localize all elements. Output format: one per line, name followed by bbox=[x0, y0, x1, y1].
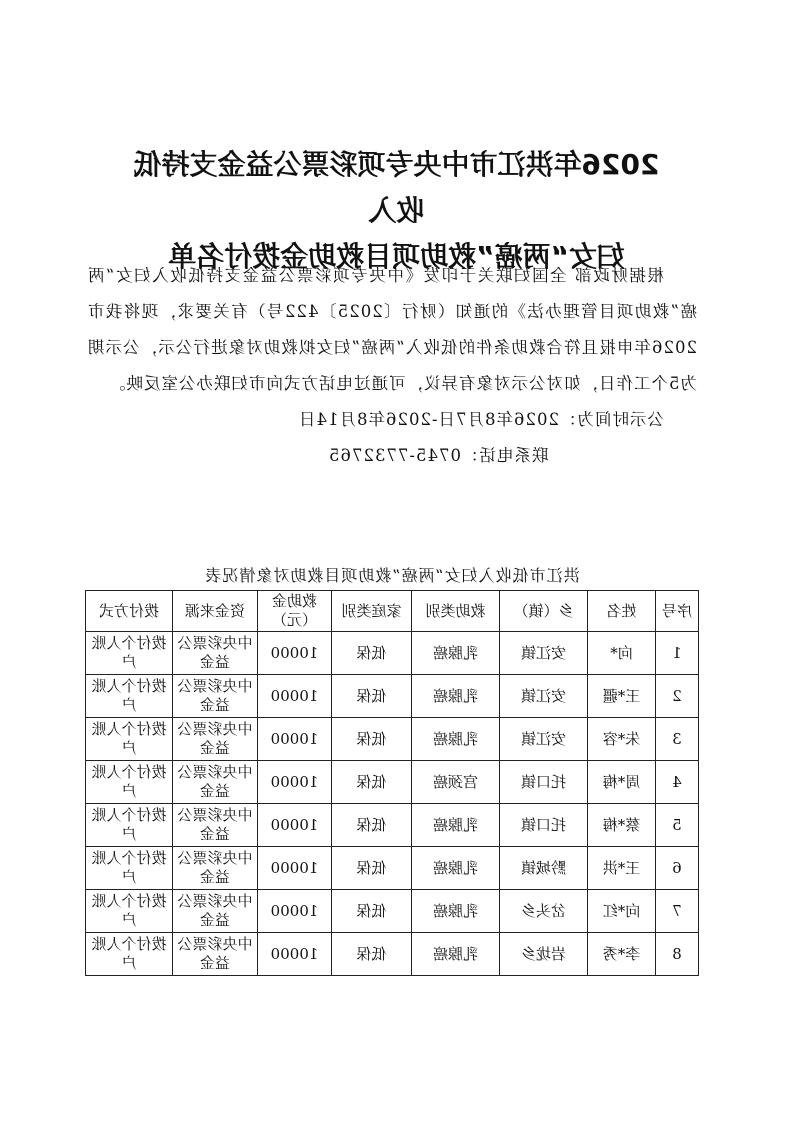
table-cell: 拨付个人账户 bbox=[86, 632, 173, 675]
table-cell: 2 bbox=[656, 675, 699, 718]
header-cell: 资金来源 bbox=[173, 591, 258, 632]
table-cell: 10000 bbox=[258, 632, 332, 675]
table-header-row bbox=[86, 591, 699, 632]
table-cell: 托口镇 bbox=[500, 804, 588, 847]
table-cell: 李*秀 bbox=[588, 933, 656, 976]
table-cell: 低保 bbox=[332, 761, 412, 804]
table-cell: 岩垅乡 bbox=[500, 933, 588, 976]
header-cell: 拨付方式 bbox=[86, 591, 173, 632]
table-cell: 中央彩票公益金 bbox=[173, 847, 258, 890]
header-cell: 家庭类别 bbox=[332, 591, 412, 632]
table-cell: 中央彩票公益金 bbox=[173, 718, 258, 761]
table-row bbox=[86, 675, 699, 718]
table-cell: 乳腺癌 bbox=[412, 847, 500, 890]
title-line-1: 2026年洪江市中央专项彩票公益金支持低收入 bbox=[133, 148, 660, 227]
table-cell: 中央彩票公益金 bbox=[173, 933, 258, 976]
table-cell: 10000 bbox=[258, 847, 332, 890]
table-cell: 岔头乡 bbox=[500, 890, 588, 933]
header-cell: 救助类别 bbox=[412, 591, 500, 632]
table-cell: 1 bbox=[656, 632, 699, 675]
table-cell: 10000 bbox=[258, 804, 332, 847]
table-cell: 低保 bbox=[332, 718, 412, 761]
table-cell: 4 bbox=[656, 761, 699, 804]
table-cell: 低保 bbox=[332, 804, 412, 847]
table-cell: 蔡*梅 bbox=[588, 804, 656, 847]
header-cell: 序号 bbox=[656, 591, 699, 632]
table-cell: 安江镇 bbox=[500, 632, 588, 675]
table-cell: 安江镇 bbox=[500, 718, 588, 761]
table-cell: 低保 bbox=[332, 847, 412, 890]
table-cell: 3 bbox=[656, 718, 699, 761]
table-cell: 向* bbox=[588, 632, 656, 675]
table-cell: 乳腺癌 bbox=[412, 718, 500, 761]
table-cell: 10000 bbox=[258, 718, 332, 761]
table-cell: 拨付个人账户 bbox=[86, 718, 173, 761]
table-cell: 周*梅 bbox=[588, 761, 656, 804]
table-row bbox=[86, 761, 699, 804]
table-cell: 低保 bbox=[332, 675, 412, 718]
table-cell: 低保 bbox=[332, 933, 412, 976]
notice-paragraph: 根据财政部 全国妇联关于印发《中央专项彩票公益金支持低收入妇女“两癌”救助项目管理办法》的通知（财行〔2025〕422号）有关要求，现将我市2026年申报且符合救助条件的低收入“两癌”妇女拟救助对象进行公示，公示期为5个工作日，如对公示对象有异议，可通过电话方式向市妇联办公室反映。 bbox=[87, 266, 697, 393]
table-cell: 10000 bbox=[258, 761, 332, 804]
table-cell: 10000 bbox=[258, 890, 332, 933]
table-cell: 低保 bbox=[332, 632, 412, 675]
table-cell: 低保 bbox=[332, 890, 412, 933]
table-cell: 乳腺癌 bbox=[412, 933, 500, 976]
table-cell: 黔城镇 bbox=[500, 847, 588, 890]
table-row bbox=[86, 804, 699, 847]
table-cell: 7 bbox=[656, 890, 699, 933]
table-row bbox=[86, 933, 699, 976]
table-cell: 中央彩票公益金 bbox=[173, 761, 258, 804]
table-cell: 乳腺癌 bbox=[412, 804, 500, 847]
table-cell: 安江镇 bbox=[500, 675, 588, 718]
table-cell: 中央彩票公益金 bbox=[173, 804, 258, 847]
header-cell: 乡（镇） bbox=[500, 591, 588, 632]
table-cell: 宫颈癌 bbox=[412, 761, 500, 804]
table-cell: 中央彩票公益金 bbox=[173, 632, 258, 675]
table-cell: 托口镇 bbox=[500, 761, 588, 804]
table-cell: 向*红 bbox=[588, 890, 656, 933]
header-cell: 救助金（元） bbox=[258, 591, 332, 632]
table-cell: 拨付个人账户 bbox=[86, 761, 173, 804]
table-cell: 5 bbox=[656, 804, 699, 847]
table-caption: 洪江市低收入妇女“两癌”救助项目救助对象情况表 bbox=[204, 566, 580, 585]
table-cell: 10000 bbox=[258, 933, 332, 976]
header-cell: 姓名 bbox=[588, 591, 656, 632]
table-cell: 王*洪 bbox=[588, 847, 656, 890]
table-cell: 8 bbox=[656, 933, 699, 976]
table-cell: 6 bbox=[656, 847, 699, 890]
table-body bbox=[86, 632, 699, 976]
publicity-time: 公示时间为：2026年8月7日-2026年8月14日 bbox=[297, 410, 664, 429]
table-cell: 朱*容 bbox=[588, 718, 656, 761]
notice-body bbox=[87, 258, 697, 474]
table-row bbox=[86, 718, 699, 761]
table-cell: 中央彩票公益金 bbox=[173, 890, 258, 933]
table-cell: 拨付个人账户 bbox=[86, 847, 173, 890]
table-cell: 拨付个人账户 bbox=[86, 933, 173, 976]
contact-phone: 联系电话：0745-7732765 bbox=[327, 446, 549, 465]
title-line-2: 妇女“两癌”救助项目救助金拨付名单 bbox=[168, 240, 625, 273]
table-cell: 中央彩票公益金 bbox=[173, 675, 258, 718]
aid-recipients-table bbox=[85, 590, 699, 976]
table-cell: 乳腺癌 bbox=[412, 890, 500, 933]
table-cell: 拨付个人账户 bbox=[86, 804, 173, 847]
table-row bbox=[86, 847, 699, 890]
table-row bbox=[86, 632, 699, 675]
table-cell: 10000 bbox=[258, 675, 332, 718]
table-cell: 乳腺癌 bbox=[412, 632, 500, 675]
table-cell: 拨付个人账户 bbox=[86, 890, 173, 933]
table-cell: 乳腺癌 bbox=[412, 675, 500, 718]
table-cell: 拨付个人账户 bbox=[86, 675, 173, 718]
table-row bbox=[86, 890, 699, 933]
table-cell: 王*疆 bbox=[588, 675, 656, 718]
